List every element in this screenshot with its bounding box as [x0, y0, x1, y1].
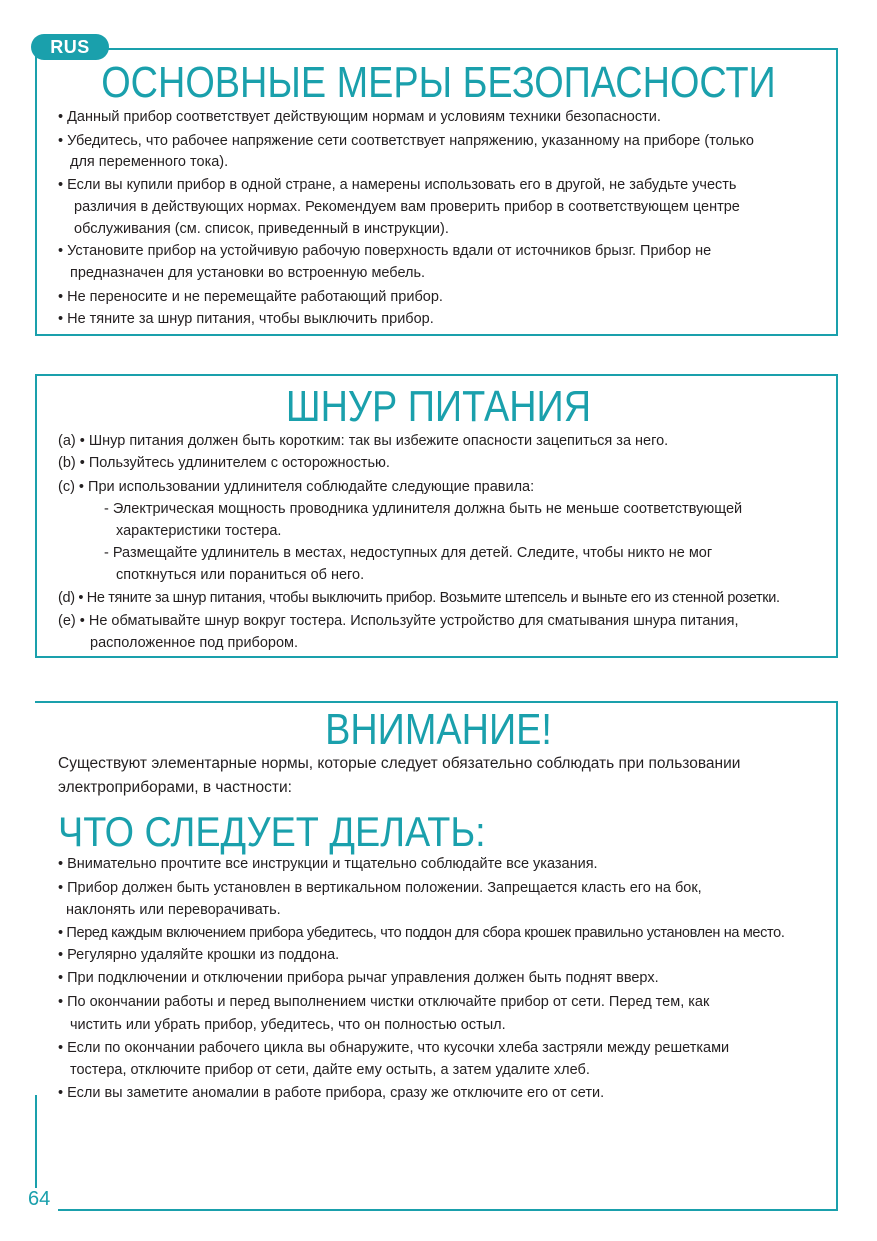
safety-line: • Установите прибор на устойчивую рабочую поверхность вдали от источников брызг. Прибор не [58, 243, 712, 259]
do-list-title: ЧТО СЛЕДУЕТ ДЕЛАТЬ: [58, 808, 486, 855]
safety-title: ОСНОВНЫЕ МЕРЫ БЕЗОПАСНОСТИ [101, 58, 776, 107]
do-list-line: • Если по окончании рабочего цикла вы обнаружите, что кусочки хлеба застряли между решетками [58, 1040, 730, 1056]
safety-line: для переменного тока). [70, 154, 229, 170]
power-cord-line: (a) • Шнур питания должен быть коротким: так вы избежите опасности зацепиться за него. [58, 433, 669, 449]
do-list-line: • Если вы заметите аномалии в работе прибора, сразу же отключите его от сети. [58, 1085, 605, 1101]
power-cord-line: - Размещайте удлинитель в местах, недоступных для детей. Следите, чтобы никто не мог [104, 545, 713, 561]
do-list-line: • Внимательно прочтите все инструкции и тщательно соблюдайте все указания. [58, 856, 598, 872]
safety-line: • Если вы купили прибор в одной стране, а намерены использовать его в другой, не забудьте учесть [58, 177, 737, 193]
power-cord-line: (d) • Не тяните за шнур питания, чтобы выключить прибор. Возьмите штепсель и выньте его из стенной розетки. [58, 590, 780, 606]
do-list-line: • Прибор должен быть установлен в вертикальном положении. Запрещается класть его на бок, [58, 880, 702, 896]
warning-title: ВНИМАНИЕ! [325, 705, 552, 754]
do-list-line: тостера, отключите прибор от сети, дайте ему остыть, а затем удалите хлеб. [70, 1062, 590, 1078]
safety-line: обслуживания (см. список, приведенный в инструкции). [74, 221, 449, 237]
do-list-line: • Перед каждым включением прибора убедитесь, что поддон для сбора крошек правильно установлен на место. [58, 925, 785, 941]
power-cord-line: характеристики тостера. [116, 523, 282, 539]
power-cord-line: - Электрическая мощность проводника удлинителя должна быть не меньше соответствующей [104, 501, 743, 517]
do-list-line: наклонять или переворачивать. [66, 902, 281, 918]
do-list-line: чистить или убрать прибор, убедитесь, что он полностью остыл. [70, 1017, 506, 1033]
power-cord-title: ШНУР ПИТАНИЯ [285, 382, 592, 431]
safety-line: • Не тяните за шнур питания, чтобы выключить прибор. [58, 311, 434, 327]
power-cord-line: споткнуться или пораниться об него. [116, 567, 365, 583]
power-cord-line: (b) • Пользуйтесь удлинителем с осторожностью. [58, 455, 390, 471]
language-badge: RUS [31, 34, 109, 60]
page-number: 64 [28, 1188, 51, 1210]
warning-frame-left-edge [35, 1095, 37, 1188]
do-list-line: • По окончании работы и перед выполнением чистки отключайте прибор от сети. Перед тем, как [58, 994, 710, 1010]
do-list-line: • Регулярно удаляйте крошки из поддона. [58, 947, 340, 963]
do-list-line: • При подключении и отключении прибора рычаг управления должен быть поднят вверх. [58, 970, 659, 986]
safety-line: • Убедитесь, что рабочее напряжение сети соответствует напряжению, указанному на приборе (только [58, 133, 754, 149]
safety-line: • Данный прибор соответствует действующим нормам и условиям техники безопасности. [58, 109, 661, 125]
power-cord-line: (c) • При использовании удлинителя соблюдайте следующие правила: [58, 479, 535, 495]
safety-line: • Не переносите и не перемещайте работающий прибор. [58, 289, 443, 305]
warning-intro-line: Существуют элементарные нормы, которые следует обязательно соблюдать при пользовании [58, 755, 741, 772]
warning-intro-line: электроприборами, в частности: [58, 779, 292, 796]
safety-line: различия в действующих нормах. Рекомендуем вам проверить прибор в соответствующем центре [74, 199, 740, 215]
power-cord-line: (e) • Не обматывайте шнур вокруг тостера. Используйте устройство для сматывания шнура питания, [58, 613, 739, 629]
safety-line: предназначен для установки во встроенную мебель. [70, 265, 426, 281]
power-cord-line: расположенное под прибором. [90, 635, 299, 651]
warning-frame-bottom-edge [58, 1209, 838, 1211]
